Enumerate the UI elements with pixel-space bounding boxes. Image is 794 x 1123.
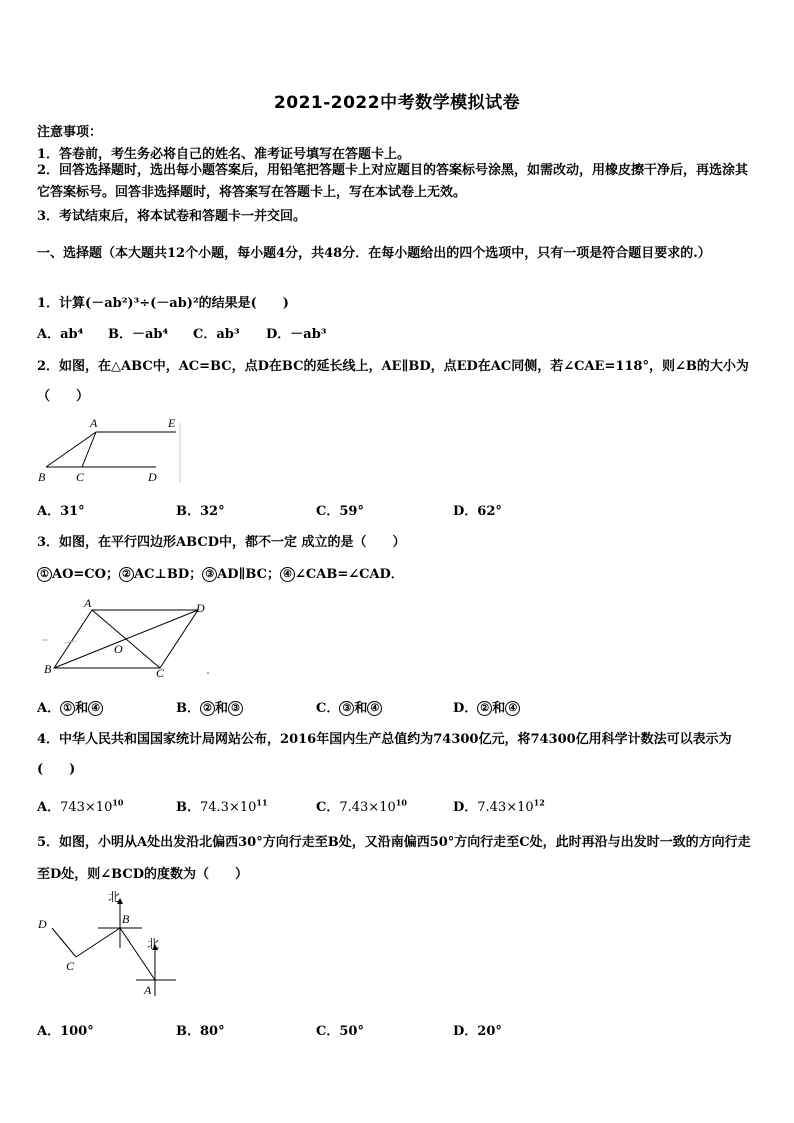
q2-figure (36, 415, 186, 487)
q2-option-c: C．59° (316, 504, 364, 519)
q5-north-label-1: 北 (108, 890, 121, 904)
q3-cond-1: AO=CO； (52, 567, 119, 582)
q3-cond-2-mark: ② (119, 567, 134, 582)
q3-cond-2: AC⊥BD； (133, 567, 203, 582)
q4-option-b: B．$74.3\times 10^{11}$ (176, 797, 268, 815)
q5-option-b: B．80° (176, 1024, 225, 1039)
q2-stem: 2．如图，在△ABC中，AC=BC，点D在BC的延长线上，AE∥BD，点ED在AC同侧，若∠CAE=118°，则∠B的大小为（ ） (37, 359, 749, 404)
q3-stem: 3．如图，在平行四边形ABCD中，都不一定 成立的是（ ） (37, 535, 406, 550)
q3-option-a: A． ① 和 ④ (37, 697, 103, 716)
notice-heading: 注意事项： (37, 125, 103, 140)
q3-label-o: O (114, 642, 123, 656)
q5-option-a: A．100° (37, 1024, 94, 1039)
q2-label-a: A (90, 416, 98, 430)
q2-option-d: D．62° (453, 504, 502, 519)
q3-option-c: C． ③ 和 ④ (316, 697, 382, 716)
q3-label-a: A (84, 596, 92, 610)
q1-option-b: B．－ab⁴ (108, 327, 169, 342)
q3-cond-4-mark: ④ (280, 567, 295, 582)
q1-option-c: C．ab³ (193, 327, 240, 342)
q1-stem: 1．计算(－ab²)³÷(－ab)²的结果是( ) (37, 296, 289, 311)
notice-item-2: 2．回答选择题时，选出每小题答案后，用铅笔把答题卡上对应题目的答案标号涂黑，如需改动，用橡皮擦干净后，再选涂其它答案标号。回答非选择题时，将答案写在答题卡上，写在本试卷上无效。 (37, 163, 749, 200)
q2-option-b: B．32° (176, 504, 225, 519)
q2-label-c: C (76, 470, 85, 484)
q5-label-a: A (144, 983, 152, 997)
page-title: 2021-2022中考数学模拟试卷 (273, 93, 521, 113)
q4-option-a: A．$743\times 10^{10}$ (37, 797, 124, 815)
q3-cond-1-mark: ① (37, 567, 52, 582)
q3-conditions (37, 563, 404, 582)
notice-item-3: 3．考试结束后，将本试卷和答题卡一并交回。 (37, 209, 307, 224)
q5-option-d: D．20° (453, 1024, 502, 1039)
q3-option-b: B． ② 和 ③ (176, 697, 243, 716)
q4-stem: 4．中华人民共和国国家统计局网站公布，2016年国内生产总值约为74300亿元，将74300亿用科学计数法可以表示为( ) (37, 732, 732, 777)
q3-cond-4: ∠CAB=∠CAD． (295, 567, 404, 582)
q5-label-c: C (66, 959, 75, 973)
q3-cond-3-mark: ③ (202, 567, 217, 582)
q5-label-d: D (38, 917, 47, 931)
q5-option-c: C．50° (316, 1024, 364, 1039)
q5-figure (36, 890, 186, 1005)
q3-label-c: C (156, 666, 165, 680)
q3-label-b: B (44, 662, 52, 676)
q2-label-b: B (38, 470, 46, 484)
q3-label-d: D (196, 601, 205, 615)
q3-option-d: D． ② 和 ④ (453, 697, 520, 716)
q2-label-d: D (148, 470, 157, 484)
q3-cond-3: AD∥BC； (217, 567, 280, 582)
q3-figure (36, 595, 226, 680)
q4-option-c: C．$7.43\times 10^{10}$ (316, 797, 407, 815)
section-heading: 一、选择题（本大题共12个小题，每小题4分，共48分．在每小题给出的四个选项中，只有一项是符合题目要求的.） (37, 246, 711, 261)
q5-label-b: B (122, 912, 130, 926)
q1-option-d: D．－ab³ (266, 327, 327, 342)
q1-option-a: A．ab⁴ (37, 327, 84, 342)
q5-stem: 5．如图，小明从A处出发沿北偏西30°方向行走至B处，又沿南偏西50°方向行走至C处，此时再沿与出发时一致的方向行走至D处，则∠BCD的度数为（ ） (37, 835, 751, 882)
q2-label-e: E (168, 416, 176, 430)
q2-option-a: A．31° (37, 504, 85, 519)
q4-option-d: D．$7.43\times 10^{12}$ (453, 797, 545, 815)
q5-north-label-2: 北 (147, 937, 160, 951)
notice-item-1: 1．答卷前，考生务必将自己的姓名、准考证号填写在答题卡上。 (37, 147, 411, 162)
